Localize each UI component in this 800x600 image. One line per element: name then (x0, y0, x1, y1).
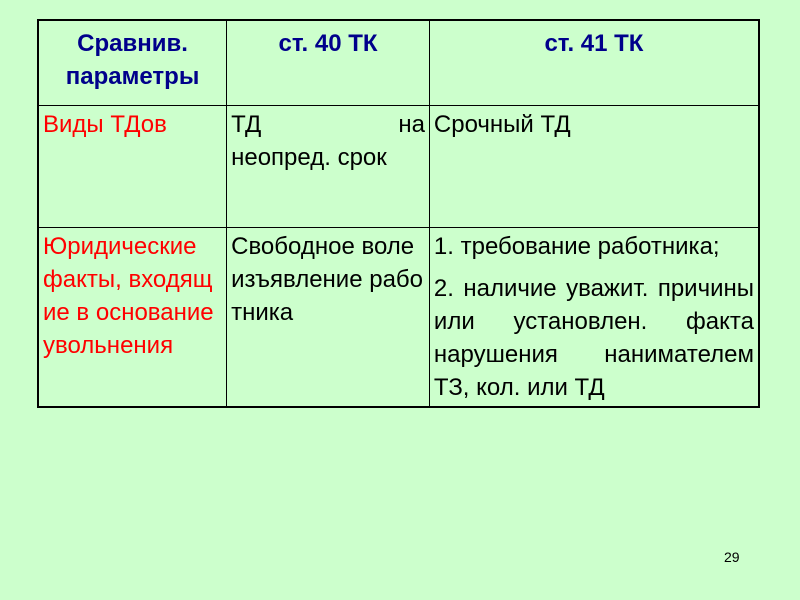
cell-article-41-facts (429, 228, 759, 408)
cell-paragraph: 2. наличие уважит. причины или установлен. факта нарушения нанимателем ТЗ, кол. или ТД (433, 275, 754, 401)
header-article-41: ст. 41 ТК (429, 20, 759, 106)
comparison-table (37, 19, 760, 408)
cell-word: ТД (231, 111, 262, 138)
header-article-40: ст. 40 ТК (227, 20, 430, 106)
row-label-contract-types: Виды ТДов (38, 106, 227, 228)
row-label-legal-facts: Юридические факты, входящие в основание увольнения (38, 228, 227, 408)
cell-article-40-facts: Свободное волеизъявление работника (227, 228, 430, 408)
page-number: 29 (724, 549, 740, 565)
cell-first-line (231, 108, 425, 141)
cell-paragraph: Срочный ТД (433, 111, 571, 138)
table-row (38, 106, 759, 228)
cell-article-41-contract-type (429, 106, 759, 228)
cell-paragraph: 1. требование работника; (433, 233, 720, 260)
table-row (38, 228, 759, 408)
cell-word: на (398, 111, 425, 138)
cell-rest-text: неопред. срок (231, 144, 387, 171)
table-header-row (38, 20, 759, 106)
cell-article-40-contract-type (227, 106, 430, 228)
header-parameters: Сравнив. параметры (38, 20, 227, 106)
